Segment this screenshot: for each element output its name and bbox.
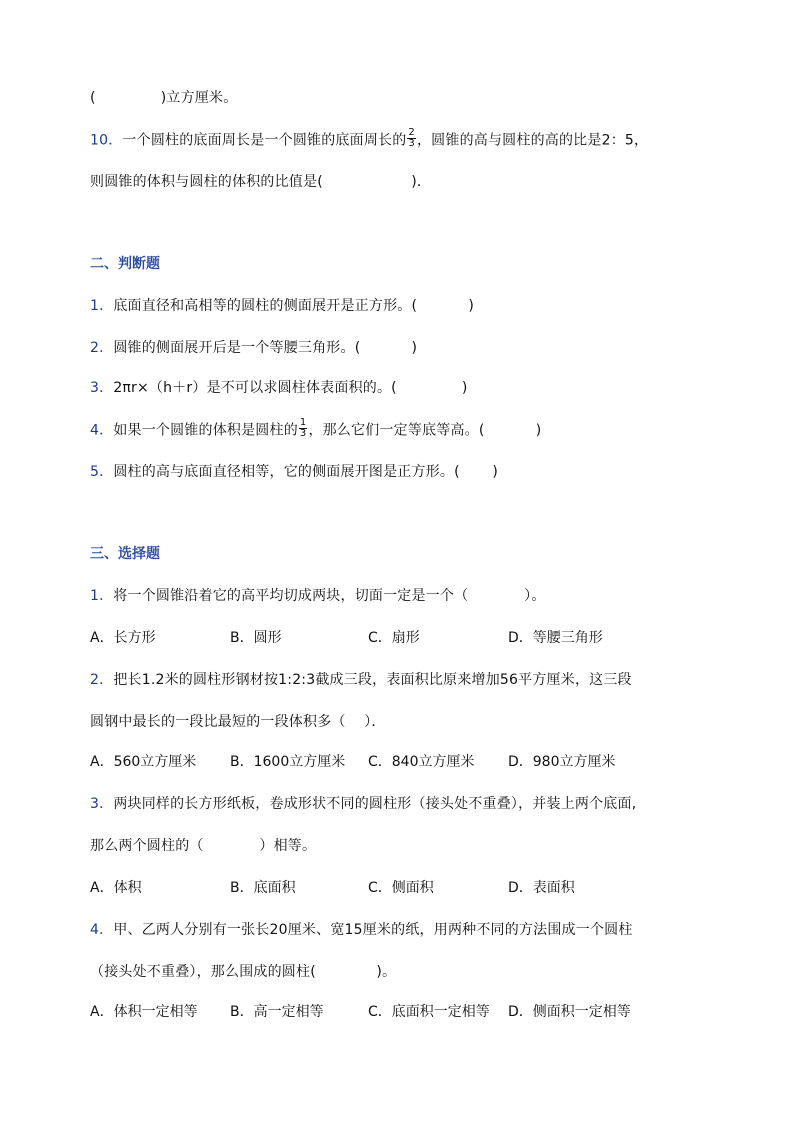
question-10-line2: 则圆锥的体积与圆柱的体积的比值是( )． bbox=[90, 174, 432, 190]
fraction bbox=[407, 128, 416, 149]
question-number: 4． bbox=[90, 922, 114, 938]
question-text: 将一个圆锥沿着它的高平均切成两块，切面一定是一个（ ）。 bbox=[113, 588, 546, 604]
option-d: D．侧面积一定相等 bbox=[508, 1004, 631, 1020]
numerator: 1 bbox=[299, 417, 307, 428]
question-number: 2． bbox=[90, 672, 114, 688]
question-text: 两块同样的长方形纸板，卷成形状不同的圆柱形（接头处不重叠），并装上两个底面, bbox=[113, 796, 637, 812]
choice-q3-line1 bbox=[90, 794, 730, 814]
question-text: 圆柱的高与底面直径相等，它的侧面展开图是正方形。( ) bbox=[113, 464, 498, 480]
question-text: ，那么它们一定等底等高。( ) bbox=[308, 422, 542, 439]
question-text: 圆锥的侧面展开后是一个等腰三角形。( ) bbox=[113, 340, 418, 356]
question-10-line1 bbox=[90, 127, 730, 151]
choice-q2-line1 bbox=[90, 670, 730, 690]
choice-q4-line1 bbox=[90, 920, 730, 940]
question-text: 甲、乙两人分别有一张长20厘米、宽15厘米的纸，用两种不同的方法围成一个圆柱 bbox=[113, 922, 633, 938]
option-c: C．侧面积 bbox=[368, 880, 434, 896]
option-a: A．560立方厘米 bbox=[90, 754, 197, 770]
question-text: 底面直径和高相等的圆柱的侧面展开是正方形。( ) bbox=[113, 298, 474, 314]
option-a: A．体积一定相等 bbox=[90, 1004, 198, 1020]
denominator: 3 bbox=[299, 428, 307, 439]
question-number: 4． bbox=[90, 422, 114, 439]
choice-q2-line2: 圆钢中最长的一段比最短的一段体积多（ ）． bbox=[90, 714, 386, 730]
question-number: 1． bbox=[90, 588, 114, 604]
option-a: A．长方形 bbox=[90, 630, 156, 646]
question-text: 一个圆柱的底面周长是一个圆锥的底面周长的 bbox=[122, 132, 407, 149]
option-b: B．1600立方厘米 bbox=[230, 754, 346, 770]
numerator: 2 bbox=[408, 127, 415, 138]
fraction bbox=[299, 418, 308, 439]
question-number: 2． bbox=[90, 340, 114, 356]
section-title-judgement: 二、判断题 bbox=[90, 256, 160, 272]
judge-item-5 bbox=[90, 462, 730, 482]
judge-item-3 bbox=[90, 378, 730, 398]
denominator: 3 bbox=[408, 138, 415, 149]
choice-q4-line2: （接头处不重叠），那么围成的圆柱( )。 bbox=[90, 964, 397, 980]
choice-q1 bbox=[90, 586, 730, 606]
option-d: D．等腰三角形 bbox=[508, 630, 603, 646]
option-c: C．底面积一定相等 bbox=[368, 1004, 490, 1020]
judge-item-1 bbox=[90, 296, 730, 316]
option-d: D．表面积 bbox=[508, 880, 575, 896]
judge-item-4 bbox=[90, 417, 730, 441]
question-text: 把长1.2米的圆柱形钢材按1:2:3截成三段，表面积比原来增加56平方厘米，这三段 bbox=[113, 672, 632, 688]
question-number: 3． bbox=[90, 380, 114, 396]
question-number: 5． bbox=[90, 464, 114, 480]
option-b: B．底面积 bbox=[230, 880, 296, 896]
option-a: A．体积 bbox=[90, 880, 142, 896]
judge-item-2 bbox=[90, 338, 730, 358]
option-b: B．圆形 bbox=[230, 630, 282, 646]
choice-q4-options bbox=[90, 1002, 631, 1122]
question-text: ，圆锥的高与圆柱的高的比是2：5， bbox=[416, 132, 649, 149]
q9-tail: ( )立方厘米。 bbox=[90, 90, 238, 106]
question-text: 如果一个圆锥的体积是圆柱的 bbox=[113, 422, 298, 439]
section-title-choice: 三、选择题 bbox=[90, 546, 160, 562]
question-text: 2πr×（h＋r）是不可以求圆柱体表面积的。( ) bbox=[113, 380, 468, 396]
option-d: D．980立方厘米 bbox=[508, 754, 616, 770]
choice-q3-line2: 那么两个圆柱的（ ）相等。 bbox=[90, 838, 317, 854]
question-number: 10． bbox=[90, 132, 123, 149]
option-b: B．高一定相等 bbox=[230, 1004, 324, 1020]
option-c: C．扇形 bbox=[368, 630, 420, 646]
question-number: 1． bbox=[90, 298, 114, 314]
question-number: 3． bbox=[90, 796, 114, 812]
option-c: C．840立方厘米 bbox=[368, 754, 475, 770]
